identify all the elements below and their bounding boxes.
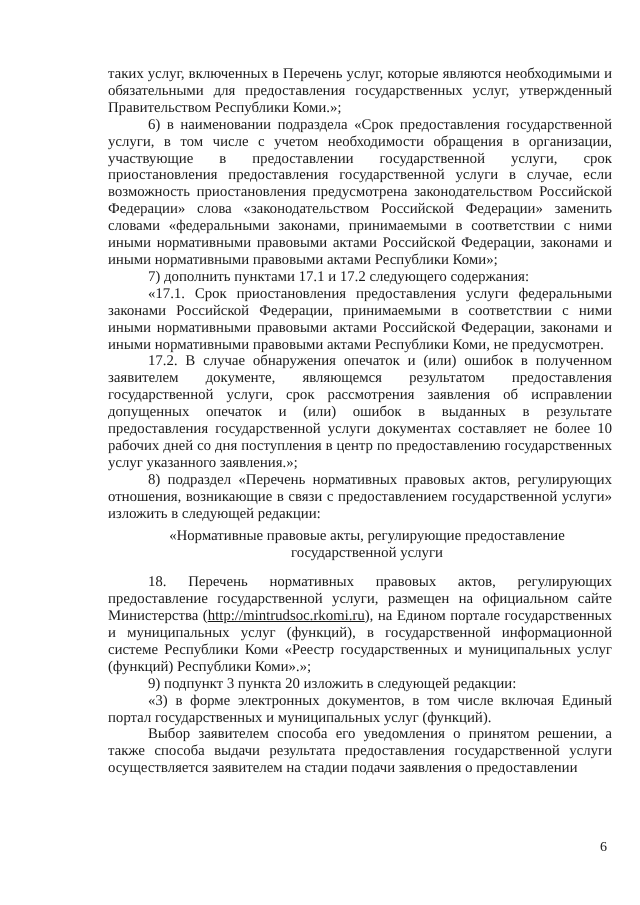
paragraph-item-6: 6) в наименовании подраздела «Срок предоставления государственной услуги, в том числе с учетом необходимости обращения в организации, участвующие в предоставлении государственной услуги, срок приостановления предоставления государственной услуги в случае, если возможность приостановления предусмотрена законодательством Российской Федерации» слова «законодательством Российской Федерации» заменить словами «федеральными законами, принимаемыми в соответствии с ними иными нормативными правовыми актами Российской Федерации, законами и иными нормативными правовыми актами Республики Коми»; [108, 116, 612, 268]
paragraph-subitem-3: «3) в форме электронных документов, в том числе включая Единый портал государственных и муниципальных услуг (функций). [108, 692, 612, 726]
document-page [108, 66, 612, 777]
paragraph-17-2: 17.2. В случае обнаружения опечаток и (или) ошибок в полученном заявителем документе, являющемся результатом предоставления государственной услуги, срок рассмотрения заявления об исправлении допущенных опечаток и (или) ошибок в выданных в результате предоставления государственной услуги документах составляет не более 10 рабочих дней со дня поступления в центр по предоставлению государственных услуг указанного заявления.»; [108, 353, 612, 471]
paragraph-continuation: таких услуг, включенных в Перечень услуг, которые являются необходимыми и обязательными для предоставления государственных услуг, утвержденный Правительством Республики Коми.»; [108, 66, 612, 116]
page-number: 6 [600, 840, 607, 855]
section-heading-line-1: «Нормативные правовые акты, регулирующие предоставление [169, 528, 565, 545]
paragraph-18 [108, 574, 612, 675]
paragraph-item-7: 7) дополнить пунктами 17.1 и 17.2 следующего содержания: [148, 268, 530, 285]
section-heading-line-2: государственной услуги [291, 545, 443, 562]
paragraph-18-text-end: ), на Едином портале государственных и муниципальных услуг (функций), в государственной информационной системе Республики Коми «Реестр государственных и муниципальных услуг (функций) Республики Коми».»; [108, 608, 613, 675]
ministry-website-link[interactable]: http://mintrudsoc.rkomi.ru [207, 608, 365, 625]
section-heading [108, 528, 612, 562]
paragraph-18-text: 18. Перечень нормативных правовых актов, регулирующих предоставление государственной услуги, размещен на официальном сайте Министерства ( [108, 574, 612, 625]
paragraph-17-1: «17.1. Срок приостановления предоставления услуги федеральными законами Российской Федерации, принимаемыми в соответствии с ними иными нормативными правовыми актами Российской Федерации, законами и иными нормативными правовыми актами Республики Коми, не предусмотрен. [108, 285, 612, 353]
paragraph-choice-method: Выбор заявителем способа его уведомления о принятом решении, а также способа выдачи результата предоставления государственной услуги осуществляется заявителем на стадии подачи заявления о предоставлении [108, 726, 612, 777]
paragraph-item-8: 8) подраздел «Перечень нормативных правовых актов, регулирующих отношения, возникающие в связи с предоставлением государственной услуги» изложить в следующей редакции: [108, 471, 612, 522]
paragraph-item-9: 9) подпункт 3 пункта 20 изложить в следующей редакции: [148, 675, 517, 692]
